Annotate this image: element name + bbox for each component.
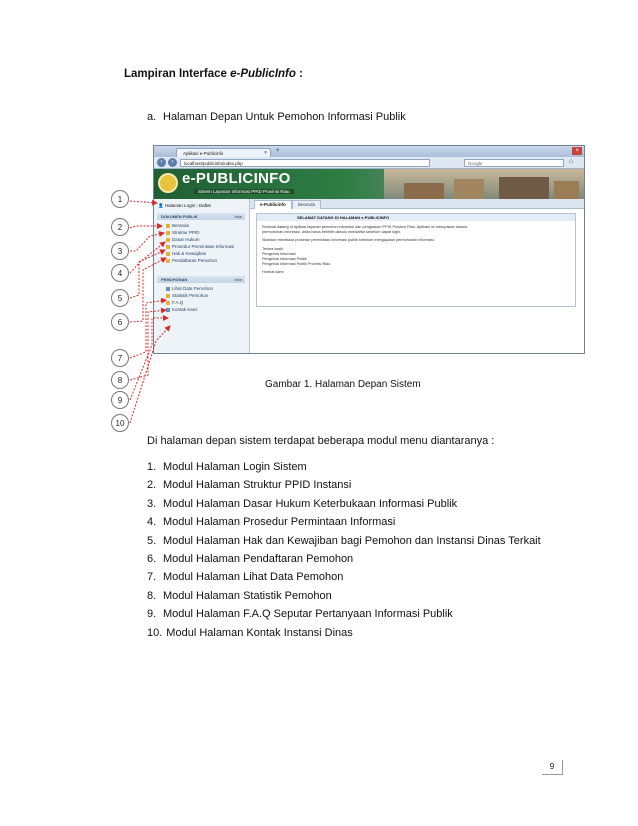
list-text: Modul Halaman Kontak Instansi Dinas xyxy=(166,626,353,639)
users-icon xyxy=(166,287,170,291)
list-item xyxy=(147,605,541,623)
list-text: Modul Halaman Prosedur Permintaan Informasi xyxy=(163,516,396,529)
page-icon xyxy=(166,259,170,263)
module-list xyxy=(147,458,541,642)
list-number: 5. xyxy=(147,534,157,547)
sidebar-item-label: F.A.Q xyxy=(172,300,184,305)
list-number: 3. xyxy=(147,497,157,510)
hide-toggle[interactable]: hide xyxy=(234,277,242,282)
list-number: 7. xyxy=(147,571,157,584)
list-number: 6. xyxy=(147,552,157,565)
heading-suffix: : xyxy=(295,68,303,80)
sidebar-item-dasar-hukum[interactable] xyxy=(166,237,200,242)
callout-5: 5 xyxy=(111,289,129,307)
hide-toggle[interactable]: hide xyxy=(234,214,242,219)
sidebar-item-hak-kewajiban[interactable] xyxy=(166,251,206,256)
sidebar-item-lihat-data[interactable] xyxy=(166,286,213,291)
figure-caption: Gambar 1. Halaman Depan Sistem xyxy=(265,379,421,390)
list-text: Modul Halaman Login Sistem xyxy=(163,461,307,473)
user-links xyxy=(158,203,211,209)
section-heading xyxy=(124,68,303,80)
building-shape xyxy=(499,177,549,199)
list-number: 2. xyxy=(147,479,157,492)
site-logo[interactable]: e-PUBLICINFO xyxy=(182,170,291,187)
sidebar-item-label: Beranda xyxy=(172,223,190,228)
list-text: Modul Halaman Dasar Hukum Keterbukaan Informasi Publik xyxy=(163,497,458,510)
sidebar-item-kontak[interactable] xyxy=(166,307,198,312)
list-item xyxy=(147,550,541,568)
list-number: 10. xyxy=(147,626,163,639)
sidebar-item-label: Hak & Kewajiban xyxy=(172,251,207,256)
address-bar[interactable]: localhost/publicinfo/index.php xyxy=(180,159,430,167)
panel-title: SELAMAT DATANG DI HALAMAN e-PUBLICINFO xyxy=(257,214,575,221)
building-shape xyxy=(404,183,444,199)
list-text: Modul Halaman Statistik Pemohon xyxy=(163,589,332,602)
subsection-a xyxy=(147,111,406,123)
browser-navbar xyxy=(154,157,584,169)
help-icon xyxy=(166,301,170,305)
building-shape xyxy=(554,181,579,199)
panel-text: Silahkan membaca prosedur permintaan informasi publik sebelum mengajukan permohonan informasi. xyxy=(262,238,435,242)
sidebar-item-label: Lihat Data Pemohon xyxy=(172,286,214,291)
list-number: 9. xyxy=(147,608,157,621)
sidebar-item-label: Kontak Kami xyxy=(172,307,198,312)
list-item xyxy=(147,458,541,476)
browser-tab-title: Aplikasi e-Publicinfo xyxy=(183,151,224,156)
sidebar-item-struktur[interactable] xyxy=(166,230,200,235)
list-item xyxy=(147,513,541,531)
sidebar-item-prosedur[interactable] xyxy=(166,244,234,249)
contact-icon xyxy=(166,308,170,312)
page-icon xyxy=(166,245,170,249)
page-number: 9 xyxy=(542,760,563,775)
sidebar-section-header[interactable] xyxy=(157,276,245,283)
callout-4: 4 xyxy=(111,264,129,282)
home-icon[interactable]: ⌂ xyxy=(569,158,574,165)
panel-text: Selamat datang di aplikasi layanan pemohon informasi dan pengaduan PPID Provinsi Riau. Aplikasi ini merupakan sarana xyxy=(262,225,468,229)
site-banner xyxy=(154,169,584,199)
callout-3: 3 xyxy=(111,242,129,260)
list-number: 1. xyxy=(147,461,157,473)
list-number: 4. xyxy=(147,516,157,529)
callout-1: 1 xyxy=(111,190,129,208)
site-tagline: Sistem Layanan Informasi PPID Provinsi Riau xyxy=(194,189,294,194)
chart-icon xyxy=(166,294,170,298)
tab-beranda[interactable]: Beranda xyxy=(292,200,321,209)
list-number: 8. xyxy=(147,589,157,602)
panel-text: Pengelola Informasi Publik xyxy=(262,257,307,261)
list-text: Modul Halaman Hak dan Kewajiban bagi Pemohon dan Instansi Dinas Terkait xyxy=(163,534,541,547)
logo-emblem-icon xyxy=(158,173,178,193)
sidebar-item-pendaftaran[interactable] xyxy=(166,258,217,263)
list-item xyxy=(147,568,541,586)
panel-text: Terima kasih xyxy=(262,247,284,251)
list-item xyxy=(147,495,541,513)
screenshot-figure xyxy=(153,145,585,354)
panel-text: Pengelola Informasi Publik Provinsi Riau xyxy=(262,262,331,266)
register-link[interactable]: Daftar xyxy=(198,203,212,208)
sidebar xyxy=(154,199,250,353)
new-tab-icon[interactable]: + xyxy=(276,148,280,154)
subsection-title: Halaman Depan Untuk Pemohon Informasi Publik xyxy=(163,111,406,123)
page-icon xyxy=(166,224,170,228)
sidebar-item-statistik[interactable] xyxy=(166,293,208,298)
callout-6: 6 xyxy=(111,313,129,331)
separator: | xyxy=(196,203,198,208)
callout-2: 2 xyxy=(111,218,129,236)
list-item xyxy=(147,587,541,605)
sidebar-section-header[interactable] xyxy=(157,213,245,220)
list-item xyxy=(147,532,541,550)
callout-10: 10 xyxy=(111,414,129,432)
intro-paragraph: Di halaman depan sistem terdapat beberapa modul menu diantaranya : xyxy=(147,435,495,447)
page-icon xyxy=(166,252,170,256)
welcome-panel xyxy=(256,213,576,307)
panel-text: Pengelola Informasi xyxy=(262,252,296,256)
list-text: Modul Halaman F.A.Q Seputar Pertanyaan Informasi Publik xyxy=(163,608,453,621)
heading-app-name: e-PublicInfo xyxy=(230,68,296,80)
sidebar-item-label: Dasar Hukum xyxy=(172,237,200,242)
sidebar-section-title: PEMOHONAN xyxy=(161,277,188,282)
callout-9: 9 xyxy=(111,391,129,409)
sidebar-item-beranda[interactable] xyxy=(166,223,189,228)
browser-tab[interactable] xyxy=(176,148,271,157)
callout-8: 8 xyxy=(111,371,129,389)
callout-7: 7 xyxy=(111,349,129,367)
close-icon[interactable]: × xyxy=(264,150,267,156)
sidebar-section-title: DOKUMEN PUBLIK xyxy=(161,214,198,219)
user-icon: 👤 xyxy=(158,203,164,208)
sidebar-item-faq[interactable] xyxy=(166,300,183,305)
page-icon xyxy=(166,231,170,235)
sidebar-item-label: Pendaftaran Pemohon xyxy=(172,258,218,263)
content-tabs xyxy=(250,199,584,209)
building-shape xyxy=(454,179,484,199)
browser-tabbar xyxy=(154,146,584,157)
search-input[interactable]: Google xyxy=(464,159,564,167)
tab-epublicinfo[interactable]: e-Publicinfo xyxy=(254,200,292,209)
main-content xyxy=(250,199,584,353)
list-item xyxy=(147,476,541,494)
heading-prefix: Lampiran Interface xyxy=(124,68,231,80)
list-item xyxy=(147,624,541,642)
panel-text: permohonan informasi, anda harus terlebih dahulu mendaftar sebelum dapat login. xyxy=(262,230,402,234)
sidebar-item-label: Statistik Pemohon xyxy=(172,293,209,298)
page-icon xyxy=(166,238,170,242)
subsection-label: a. xyxy=(147,111,157,123)
list-text: Modul Halaman Lihat Data Pemohon xyxy=(163,571,344,584)
back-icon[interactable]: ‹ xyxy=(157,158,166,167)
sidebar-item-label: Prosedur Permintaan Informasi xyxy=(172,244,235,249)
list-text: Modul Halaman Struktur PPID Instansi xyxy=(163,479,352,492)
window-close-icon[interactable]: × xyxy=(572,147,582,155)
list-text: Modul Halaman Pendaftaran Pemohon xyxy=(163,552,354,565)
forward-icon[interactable]: › xyxy=(168,158,177,167)
login-link[interactable]: Halaman Login xyxy=(164,203,196,208)
sidebar-item-label: Struktur PPID xyxy=(172,230,200,235)
panel-text: Hormat kami xyxy=(262,270,284,274)
